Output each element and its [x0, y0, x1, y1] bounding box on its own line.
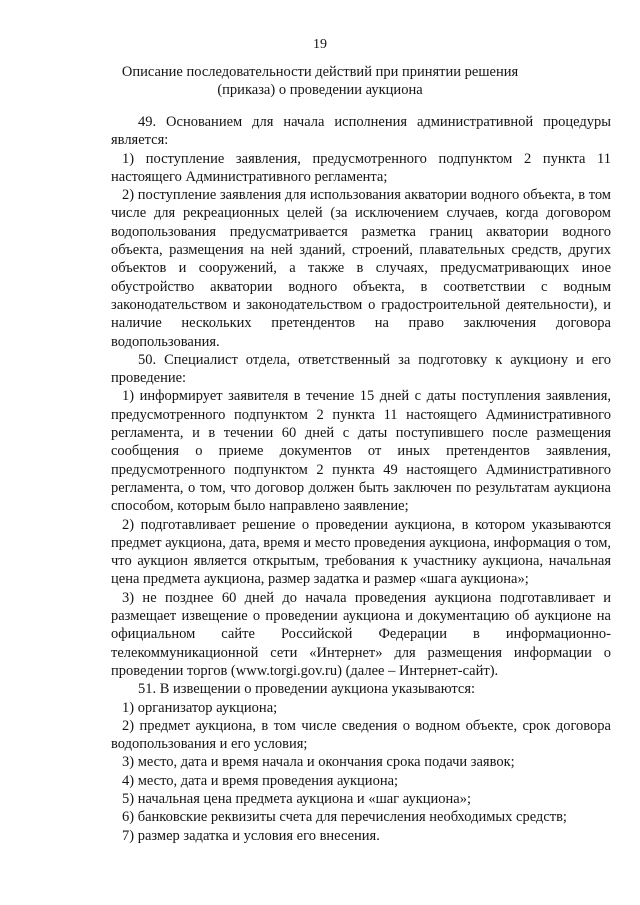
- list-item: 2) подготавливает решение о проведении аукциона, в котором указываются предмет аукциона, дата, время и место проведения аукциона, информация о том, что аукцион является открытым, требования к участнику аукциона, начальная цена предмета аукциона, размер задатка и размер «шага аукциона»;: [111, 516, 611, 588]
- list-item: 3) место, дата и время начала и окончания срока подачи заявок;: [122, 754, 515, 771]
- numbered-paragraph: 49. Основанием для начала исполнения административной процедуры является:: [111, 114, 611, 149]
- numbered-paragraph: 51. В извещении о проведении аукциона указываются:: [138, 681, 476, 698]
- document-body: [111, 113, 611, 845]
- list-item: 1) организатор аукциона;: [122, 699, 278, 716]
- list-item: 4) место, дата и время проведения аукциона;: [122, 772, 399, 789]
- list-item: 3) не позднее 60 дней до начала проведения аукциона подготавливает и размещает извещение о проведении аукциона и документацию об аукционе на официальном сайте Российской Федерации в информационно-телекоммуникационной сети «Интернет» для размещения информации о проведении торгов (www.torgi.gov.ru) (далее – Интернет-сайт).: [111, 589, 611, 679]
- section-title-line-2: (приказа) о проведении аукциона: [217, 82, 423, 98]
- page-number: 19: [313, 37, 327, 52]
- section-title-line-1: Описание последовательности действий при принятии решения: [121, 64, 519, 80]
- numbered-paragraph: 50. Специалист отдела, ответственный за подготовку к аукциону и его проведение:: [111, 351, 611, 387]
- list-item: 2) поступление заявления для использования акватории водного объекта, в том числе для рекреационных целей (за исключением случаев, когда договором водопользования предусматривается разметка границ акватории водного объекта, размещения на ней зданий, строений, плавательных средств, других объектов и сооружений, а также в случаях, предусматривающих иное обустройство акватории водного объекта, в соответствии с водным законодательством и законодательством о градостроительной деятельности), и наличие нескольких претендентов на право заключения договора водопользования.: [111, 187, 611, 350]
- list-item: 2) предмет аукциона, в том числе сведения о водном объекте, срок договора водопользования и его условия;: [111, 717, 611, 753]
- list-item: 6) банковские реквизиты счета для перечисления необходимых средств;: [122, 809, 567, 826]
- list-item: 5) начальная цена предмета аукциона и «шаг аукциона»;: [122, 790, 471, 807]
- list-item: 7) размер задатка и условия его внесения.: [122, 827, 380, 844]
- list-item: 1) поступление заявления, предусмотренного подпунктом 2 пункта 11 настоящего Административного регламента;: [111, 150, 611, 185]
- list-item: 1) информирует заявителя в течение 15 дней с даты поступления заявления, предусмотренного подпунктом 2 пункта 11 настоящего Административного регламента, и в течении 60 дней с даты поступившего после размещения сообщения о приеме документов от иных претендентов заявления, предусмотренного подпунктом 2 пункта 49 настоящего Административного регламента, о том, что договор должен быть заключен по результатам аукциона способом, которым было направлено заявление;: [111, 388, 611, 515]
